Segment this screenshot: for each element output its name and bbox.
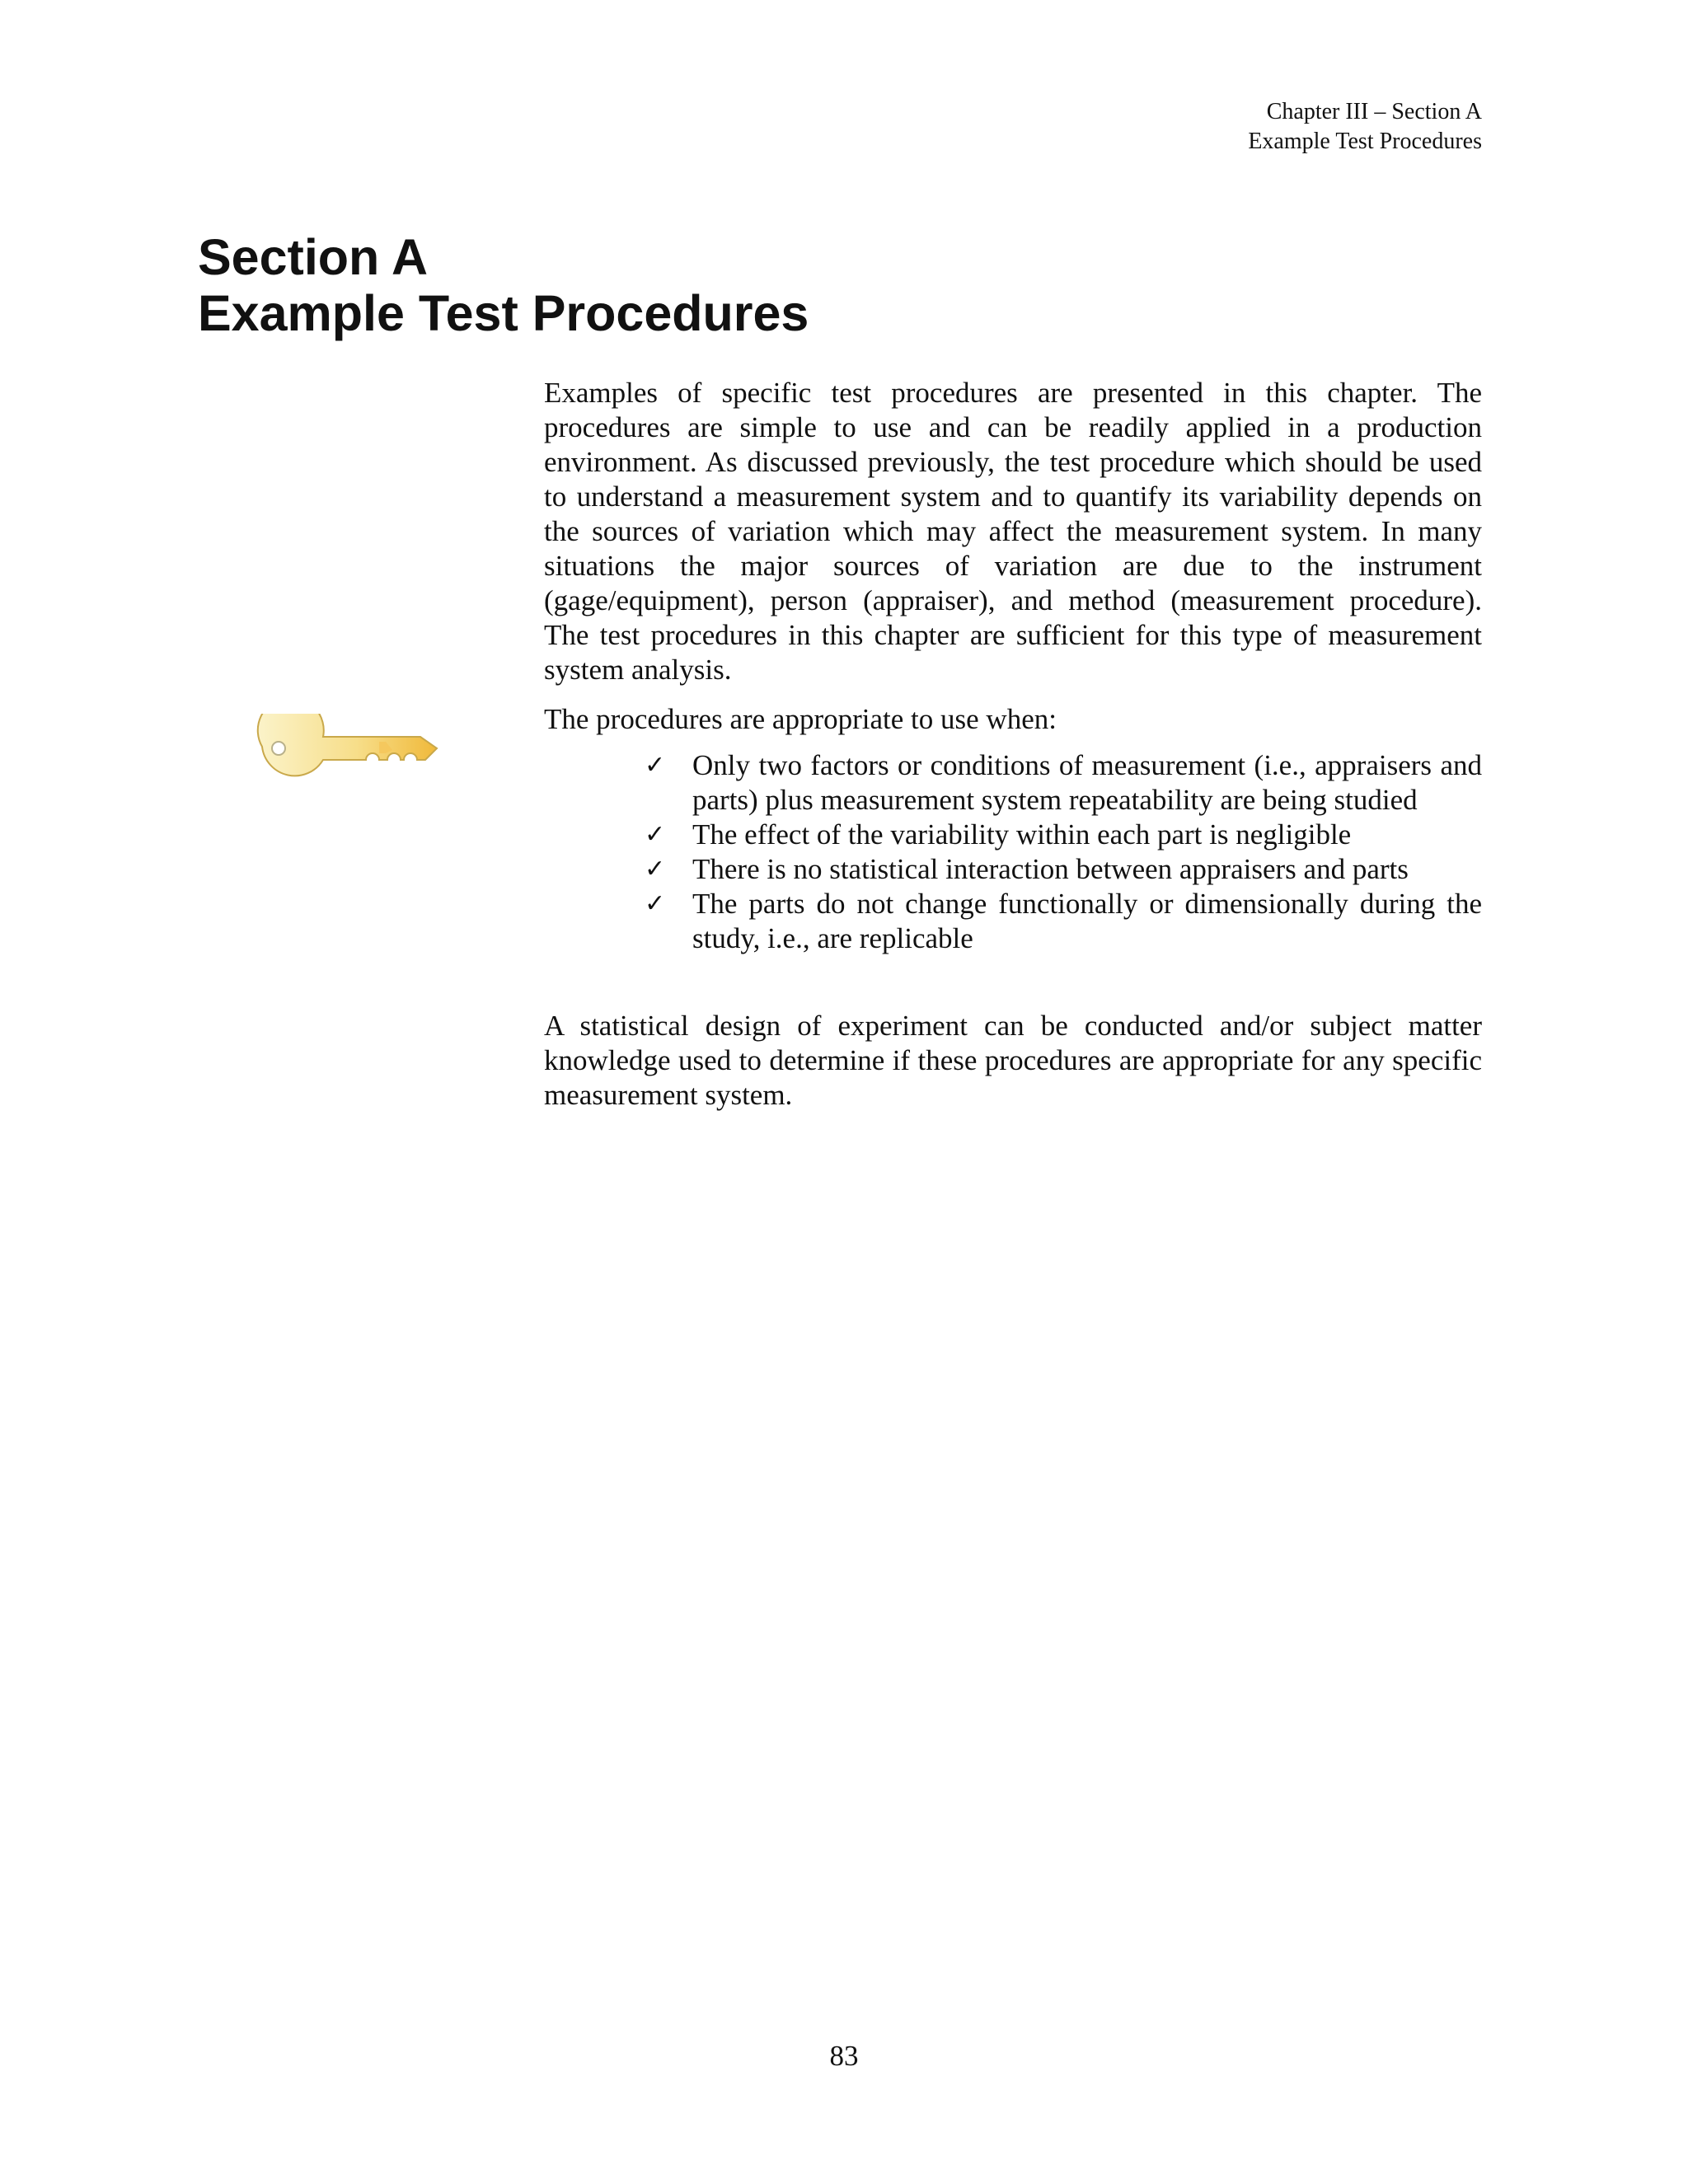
header-subtitle: Example Test Procedures — [1248, 129, 1482, 154]
main-content — [544, 376, 1482, 1113]
check-icon: ✓ — [645, 820, 666, 849]
closing-paragraph: A statistical design of experiment can be conducted and/or subject matter knowledge used to determine if these procedures are appropriate for any specific measurement system. — [544, 1010, 1482, 1111]
section-title — [198, 229, 809, 341]
header-chapter: Chapter III – Section A — [1266, 99, 1482, 124]
checklist-item-text: There is no statistical interaction between appraisers and parts — [692, 853, 1409, 885]
section-title-line1: Section A — [198, 229, 429, 285]
checklist-item-text: The parts do not change functionally or dimensionally during the study, i.e., are replicable — [692, 888, 1482, 954]
checklist-item — [645, 748, 1482, 818]
section-title-line2: Example Test Procedures — [198, 285, 809, 341]
checklist — [544, 748, 1482, 956]
page-number: 83 — [829, 2040, 859, 2072]
checklist-item — [645, 887, 1482, 956]
checklist-item-text: Only two factors or conditions of measurement (i.e., appraisers and parts) plus measurement system repeatability are being studied — [692, 749, 1482, 816]
running-header — [1248, 97, 1482, 157]
checklist-item — [645, 852, 1482, 887]
check-icon: ✓ — [645, 855, 666, 883]
checklist-lead: The procedures are appropriate to use when: — [544, 703, 1057, 735]
intro-paragraph: Examples of specific test procedures are presented in this chapter. The procedures are simple to use and can be readily applied in a production environment. As discussed previously, the test procedure which should be used to understand a measurement system and to quantify its variability depends on the sources of variation which may affect the measurement system. In many situations the major sources of variation are due to the instrument (gage/equipment), person (appraiser), and method (measurement procedure). The test procedures in this chapter are sufficient for this type of measurement system analysis. — [544, 377, 1482, 686]
checklist-item-text: The effect of the variability within each part is negligible — [692, 818, 1352, 851]
checklist-item — [645, 818, 1482, 852]
key-icon — [256, 714, 445, 793]
check-icon: ✓ — [645, 751, 666, 780]
check-icon: ✓ — [645, 889, 666, 918]
